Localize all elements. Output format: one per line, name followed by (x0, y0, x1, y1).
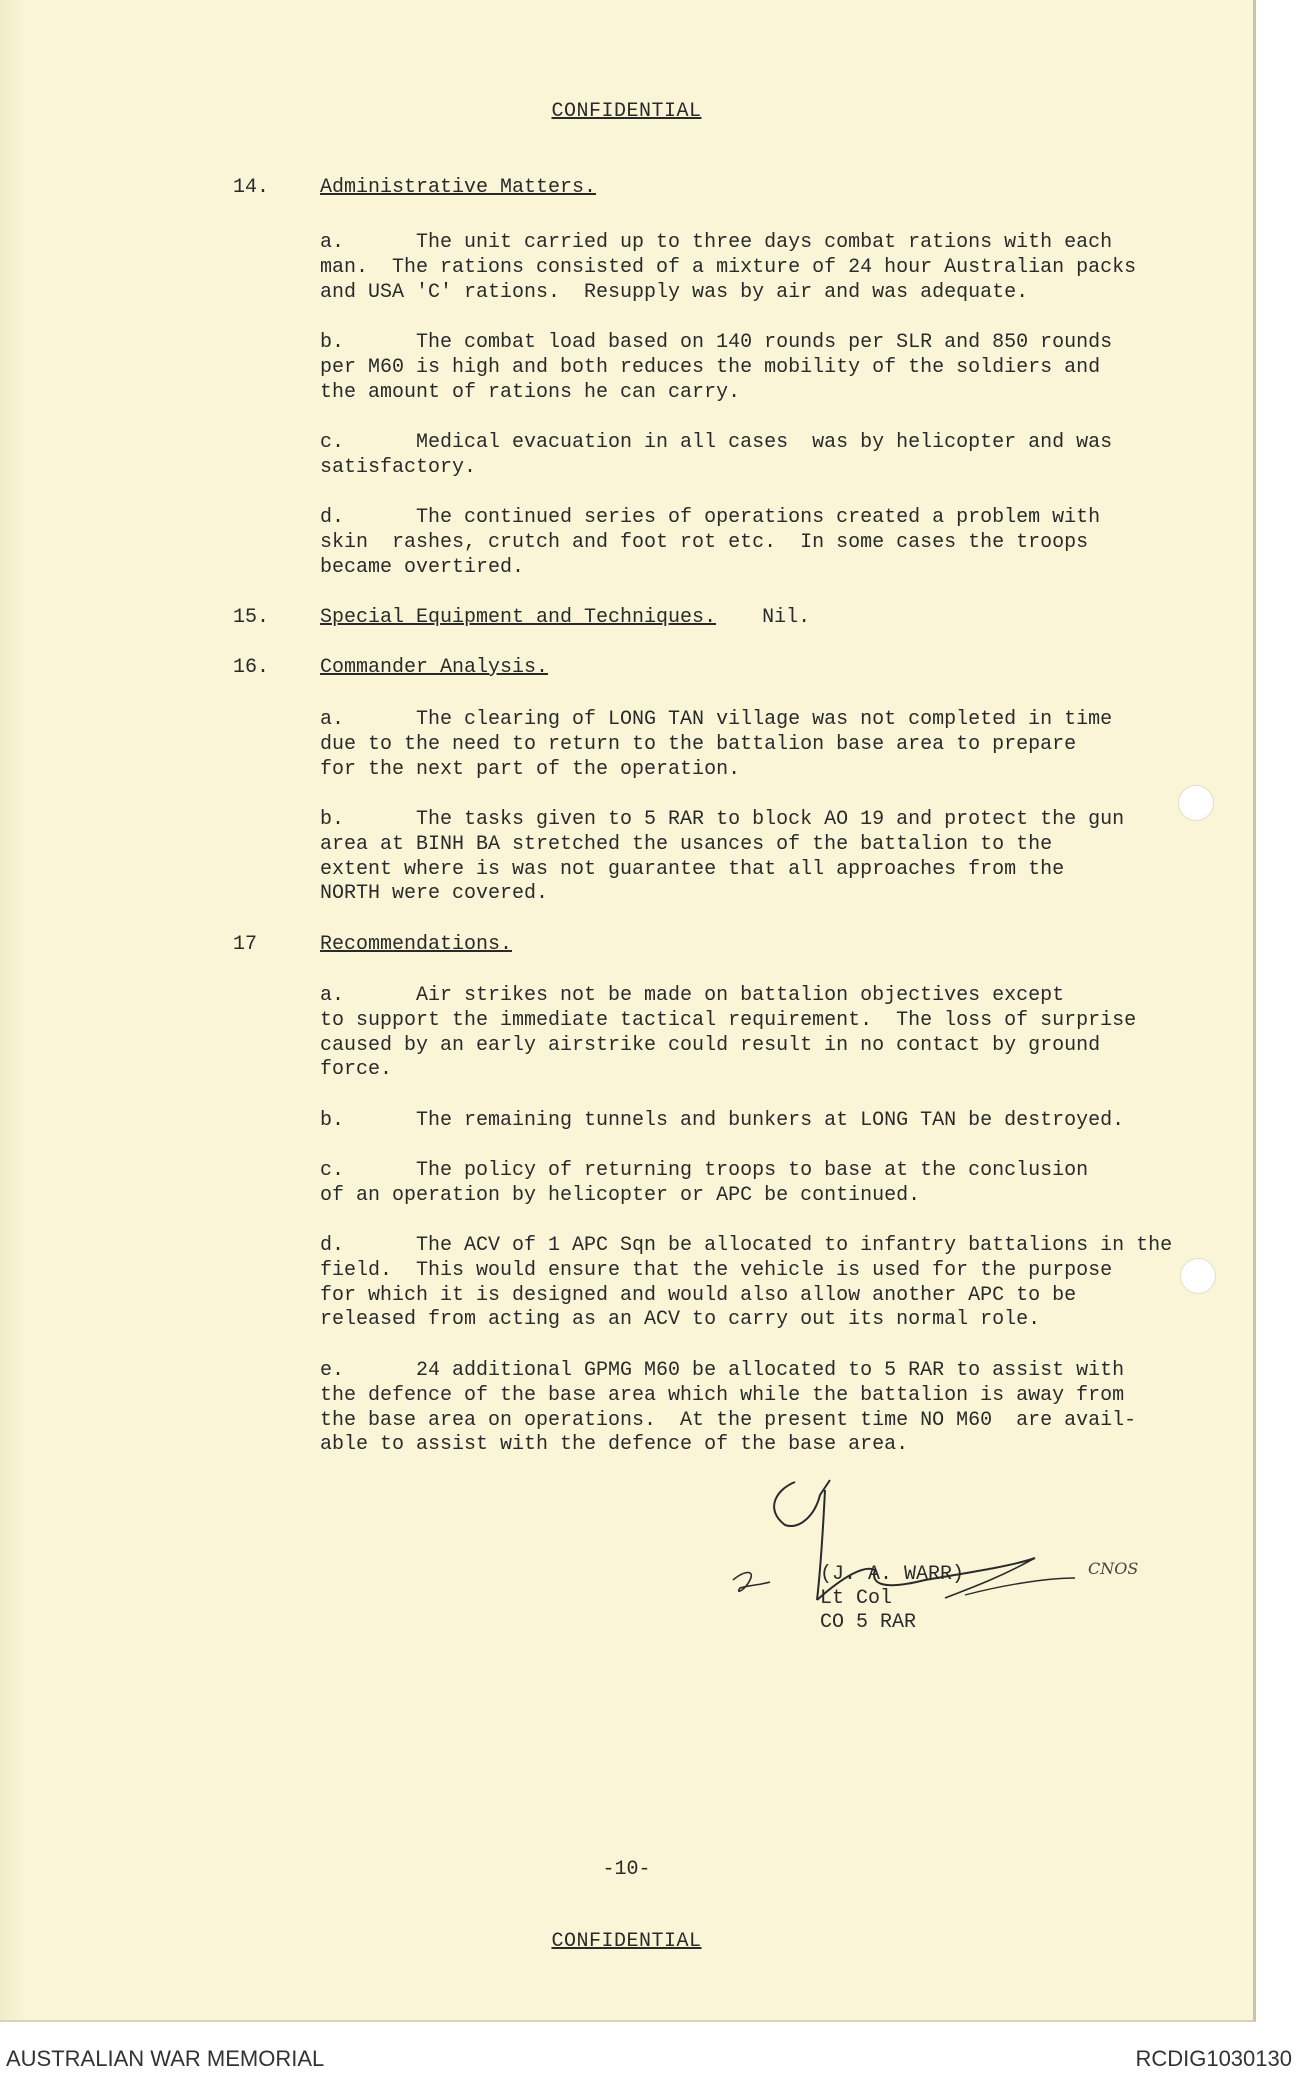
paragraph-17b: b. The remaining tunnels and bunkers at LONG TAN be destroyed. (320, 1109, 1125, 1132)
signatory-rank: Lt Col (820, 1587, 893, 1610)
paragraph-16a: a. The clearing of LONG TAN village was not completed in time due to the need to return to the battalion base area to prepare for the next part of the operation. (320, 708, 1113, 781)
section-note: Nil. (762, 606, 811, 629)
confidential-footer: CONFIDENTIAL (551, 1930, 702, 1953)
paragraph-14b: b. The combat load based on 140 rounds per SLR and 850 rounds per M60 is high and both reduces the mobility of the soldiers and the amount of rations he can carry. (320, 331, 1113, 404)
paragraph-17e: e. 24 additional GPMG M60 be allocated to 5 RAR to assist with the defence of the base area which while the battalion is away from the base area on operations. At the present time NO M60 are avail- able to assist with the defence of the base area. (320, 1359, 1137, 1457)
section-title: Recommendations. (320, 933, 513, 956)
paragraph-14c: c. Medical evacuation in all cases was by helicopter and was satisfactory. (320, 431, 1113, 479)
punch-hole (1178, 785, 1214, 821)
paragraph-17d: d. The ACV of 1 APC Sqn be allocated to infantry battalions in the field. This would ensure that the vehicle is used for the purpose for which it is designed and would also allow another APC to be released from acting as an ACV to carry out its normal role. (320, 1234, 1173, 1332)
section-heading (320, 176, 596, 199)
section-number: 14. (233, 176, 270, 199)
signature-note: CNOS (1088, 1559, 1139, 1578)
section-title: Commander Analysis. (320, 656, 549, 679)
paragraph-14d: d. The continued series of operations created a problem with skin rashes, crutch and foot rot etc. In some cases the troops became overtired. (320, 506, 1101, 579)
paragraph-16b: b. The tasks given to 5 RAR to block AO 19 and protect the gun area at BINH BA stretched the usances of the battalion to the extent where is was not guarantee that all approaches from the NORTH were covered. (320, 808, 1125, 906)
section-number: 16. (233, 656, 270, 679)
section-heading (320, 933, 512, 956)
paragraph-14a: a. The unit carried up to three days combat rations with each man. The rations consisted of a mixture of 24 hour Australian packs and USA 'C' rations. Resupply was by air and was adequate. (320, 231, 1137, 304)
archive-label: AUSTRALIAN WAR MEMORIAL (6, 2046, 325, 2071)
page-number: -10- (602, 1858, 651, 1881)
archive-reference: RCDIG1030130 (1135, 2046, 1292, 2071)
paragraph-17a: a. Air strikes not be made on battalion objectives except to support the immediate tactical requirement. The loss of surprise caused by an early airstrike could result in no contact by ground force. (320, 984, 1137, 1082)
section-number: 17 (233, 933, 258, 956)
paragraph-17c: c. The policy of returning troops to base at the conclusion of an operation by helicopter or APC be continued. (320, 1159, 1089, 1207)
section-number: 15. (233, 606, 270, 629)
signatory-appointment: CO 5 RAR (820, 1611, 917, 1634)
section-heading (320, 606, 810, 629)
section-heading (320, 656, 548, 679)
signatory-name: (J. A. WARR) (820, 1563, 965, 1586)
section-title: Special Equipment and Techniques. (320, 606, 717, 629)
confidential-header: CONFIDENTIAL (551, 100, 702, 123)
handwritten-signature (725, 1470, 1185, 1630)
punch-hole (1180, 1258, 1216, 1294)
section-title: Administrative Matters. (320, 176, 597, 199)
